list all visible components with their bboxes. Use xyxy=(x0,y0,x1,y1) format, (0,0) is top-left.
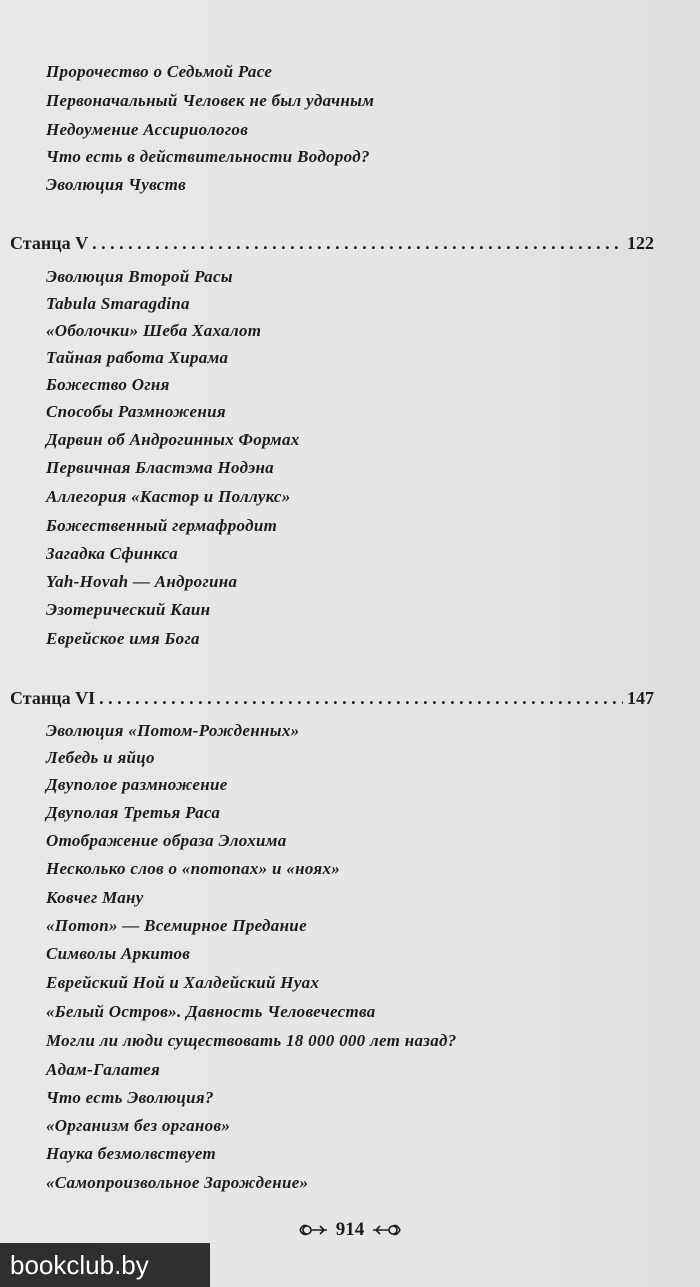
toc-entry: Божественный гермафродит xyxy=(46,516,278,535)
toc-entry: Дарвин об Андрогинных Формах xyxy=(46,430,300,449)
toc-entry: Что есть в действительности Водород? xyxy=(46,147,370,166)
stanza-heading xyxy=(10,231,654,255)
toc-entry: Эволюция Чувств xyxy=(46,175,187,194)
toc-entry: Божество Огня xyxy=(46,375,170,394)
toc-entry: Что есть Эволюция? xyxy=(46,1088,214,1107)
toc-entry: Tabula Smaragdina xyxy=(46,294,190,313)
toc-entry: Загадка Сфинкса xyxy=(46,544,178,563)
toc-entry: Двуполая Третья Раса xyxy=(46,803,221,822)
toc-entry: Еврейский Ной и Халдейский Нуах xyxy=(46,973,320,992)
toc-entry: Способы Размножения xyxy=(46,402,226,421)
toc-entry: «Самопроизвольное Зарождение» xyxy=(46,1173,309,1192)
stanza-title: Станца V xyxy=(10,233,89,253)
leader-dots xyxy=(92,231,623,255)
page-footer xyxy=(0,1218,700,1242)
toc-entry: Отображение образа Элохима xyxy=(46,831,287,850)
toc-entry: «Белый Остров». Давность Человечества xyxy=(46,1002,376,1021)
toc-entry: Символы Аркитов xyxy=(46,944,191,963)
toc-entry: Первичная Бластэма Нодэна xyxy=(46,458,274,477)
toc-entry: «Организм без органов» xyxy=(46,1116,231,1135)
ornament-right-icon xyxy=(372,1221,402,1239)
stanza-heading xyxy=(10,686,654,710)
leader-dots xyxy=(99,686,623,710)
toc-entry: Эволюция Второй Расы xyxy=(46,267,233,286)
toc-entry: Наука безмолвствует xyxy=(46,1144,216,1163)
toc-entry: «Потоп» — Всемирное Предание xyxy=(46,916,307,935)
toc-entry: Yah-Hovah — Андрогина xyxy=(46,572,238,591)
toc-entry: Первоначальный Человек не был удачным xyxy=(46,91,375,110)
toc-entry: «Оболочки» Шеба Хахалот xyxy=(46,321,262,340)
toc-entry: Эволюция «Потом-Рожденных» xyxy=(46,721,300,740)
toc-entry: Пророчество о Седьмой Расе xyxy=(46,62,273,81)
toc-entry: Двуполое размножение xyxy=(46,775,228,794)
toc-entry: Ковчег Ману xyxy=(46,888,144,907)
stanza-page-number: 122 xyxy=(627,233,654,253)
toc-entry: Адам-Галатея xyxy=(46,1060,161,1079)
watermark-logo: bookclub.by xyxy=(0,1243,210,1287)
stanza-page-number: 147 xyxy=(627,688,654,708)
page-number: 914 xyxy=(335,1219,365,1240)
stanza-title: Станца VI xyxy=(10,688,96,708)
toc-entry: Несколько слов о «потопах» и «ноях» xyxy=(46,859,341,878)
toc-entry: Недоумение Ассириологов xyxy=(46,120,249,139)
toc-entry: Могли ли люди существовать 18 000 000 лет назад? xyxy=(46,1031,457,1050)
ornament-left-icon xyxy=(298,1221,328,1239)
toc-entry: Еврейское имя Бога xyxy=(46,629,200,648)
toc-entry: Тайная работа Хирама xyxy=(46,348,229,367)
toc-entry: Эзотерический Каин xyxy=(46,600,211,619)
toc-entry: Лебедь и яйцо xyxy=(46,748,155,767)
toc-entry: Аллегория «Кастор и Поллукс» xyxy=(46,487,291,506)
